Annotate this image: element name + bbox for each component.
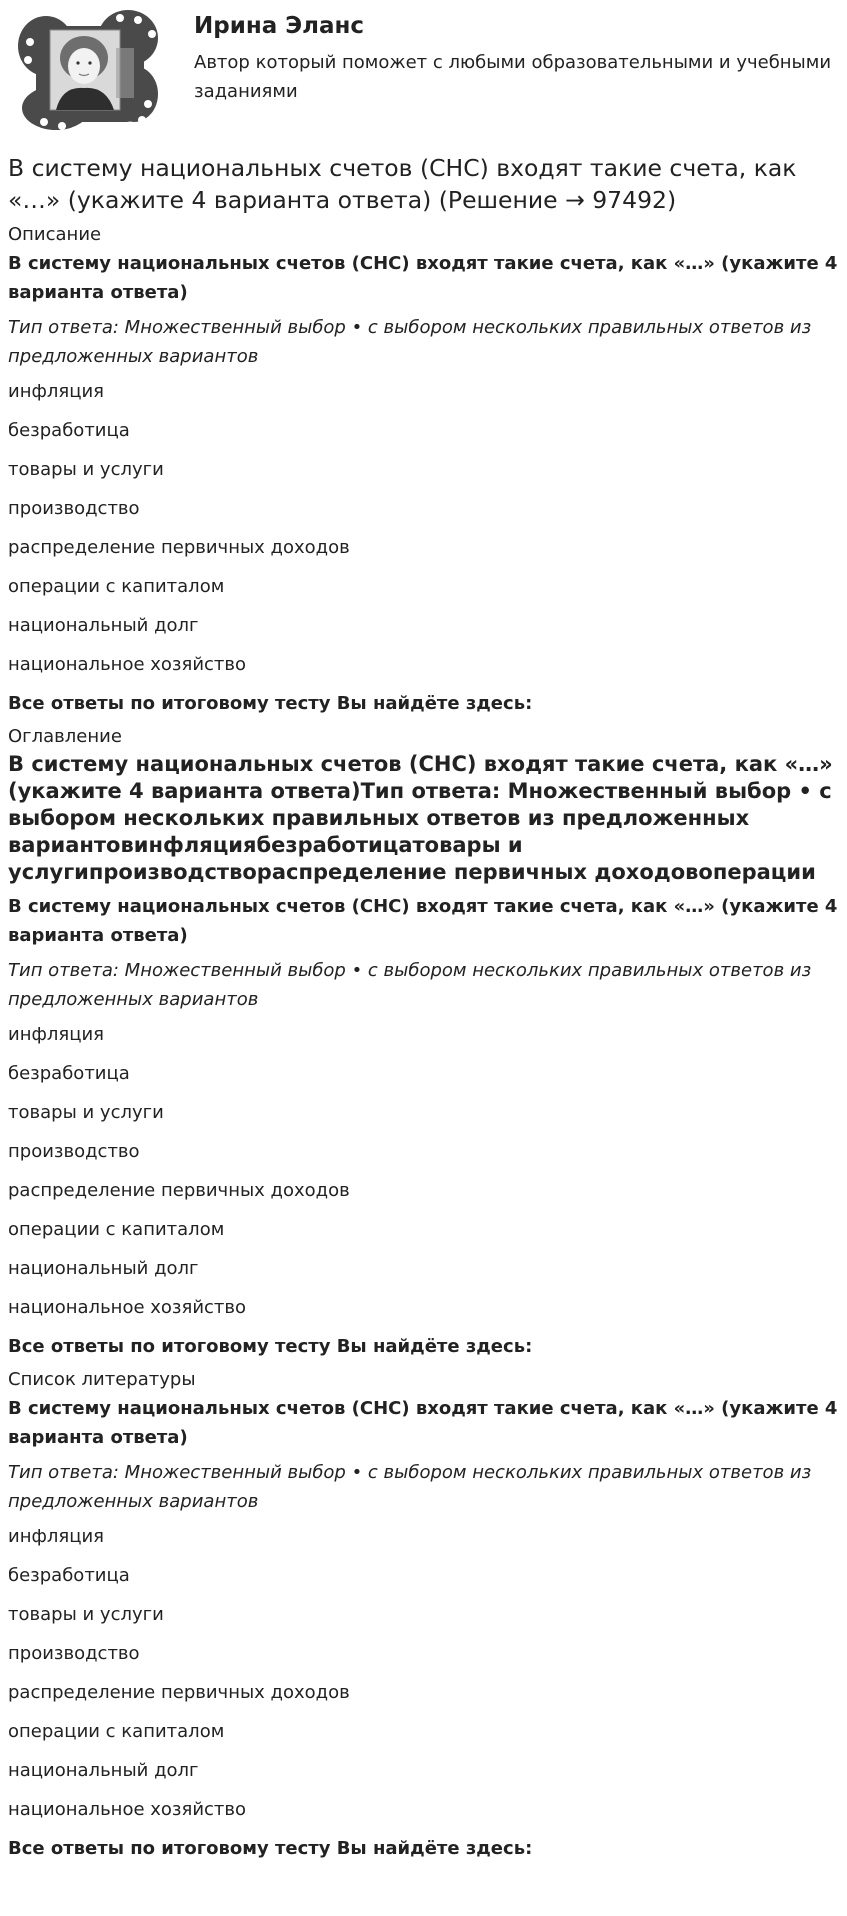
list-item: распределение первичных доходов <box>8 1682 350 1703</box>
author-card <box>8 0 839 150</box>
list-item: товары и услуги <box>8 459 164 480</box>
author-name[interactable]: Ирина Эланс <box>194 13 365 39</box>
description-section <box>8 220 839 718</box>
author-description: Автор который поможет с любыми образовательными и учебными заданиями <box>194 52 832 102</box>
list-item: производство <box>8 1141 140 1162</box>
page-title: В систему национальных счетов (СНС) входят такие счета, как «…» (укажите 4 варианта ответа) (Решение → 97492) <box>8 154 797 214</box>
list-item: национальное хозяйство <box>8 1297 247 1318</box>
list-item: распределение первичных доходов <box>8 537 350 558</box>
section-label-toc: Оглавление <box>8 726 122 747</box>
question-text: В систему национальных счетов (СНС) входят такие счета, как «…» (укажите 4 варианта ответа) <box>8 253 838 303</box>
list-item: производство <box>8 498 140 519</box>
list-item: инфляция <box>8 1526 104 1547</box>
list-item: безработица <box>8 1063 130 1084</box>
answer-type: Тип ответа: Множественный выбор • с выбором нескольких правильных ответов из предложенных вариантов <box>8 317 812 367</box>
list-item: производство <box>8 1643 140 1664</box>
answer-type: Тип ответа: Множественный выбор • с выбором нескольких правильных ответов из предложенных вариантов <box>8 1462 812 1512</box>
answer-type: Тип ответа: Множественный выбор • с выбором нескольких правильных ответов из предложенных вариантов <box>8 960 812 1010</box>
question-text: В систему национальных счетов (СНС) входят такие счета, как «…» (укажите 4 варианта ответа) <box>8 1398 838 1448</box>
section-label-literature: Список литературы <box>8 1369 196 1390</box>
list-item: товары и услуги <box>8 1604 164 1625</box>
author-avatar <box>16 8 160 132</box>
list-item: национальный долг <box>8 615 199 636</box>
list-item: инфляция <box>8 1024 104 1045</box>
list-item: национальный долг <box>8 1258 199 1279</box>
literature-section <box>8 1365 839 1863</box>
list-item: товары и услуги <box>8 1102 164 1123</box>
toc-section <box>8 722 839 1361</box>
list-item: безработица <box>8 420 130 441</box>
list-item: национальное хозяйство <box>8 654 247 675</box>
list-item: безработица <box>8 1565 130 1586</box>
list-item: операции с капиталом <box>8 576 225 597</box>
list-item: операции с капиталом <box>8 1721 225 1742</box>
list-item: распределение первичных доходов <box>8 1180 350 1201</box>
section-label-description: Описание <box>8 224 102 245</box>
list-item: операции с капиталом <box>8 1219 225 1240</box>
answers-link[interactable]: Все ответы по итоговому тесту Вы найдёте здесь: <box>8 1336 533 1357</box>
list-item: национальное хозяйство <box>8 1799 247 1820</box>
list-item: национальный долг <box>8 1760 199 1781</box>
answers-link[interactable]: Все ответы по итоговому тесту Вы найдёте здесь: <box>8 1838 533 1859</box>
toc-heading[interactable]: В систему национальных счетов (СНС) входят такие счета, как «…» (укажите 4 варианта ответа)Тип ответа: Множественный выбор • с выбором нескольких правильных ответов из предложенных вариантовинфляциябезработицатовары и услугипроизводствораспределение первичных доходовоперации <box>8 752 833 884</box>
list-item: инфляция <box>8 381 104 402</box>
question-text: В систему национальных счетов (СНС) входят такие счета, как «…» (укажите 4 варианта ответа) <box>8 896 838 946</box>
answers-link[interactable]: Все ответы по итоговому тесту Вы найдёте здесь: <box>8 693 533 714</box>
